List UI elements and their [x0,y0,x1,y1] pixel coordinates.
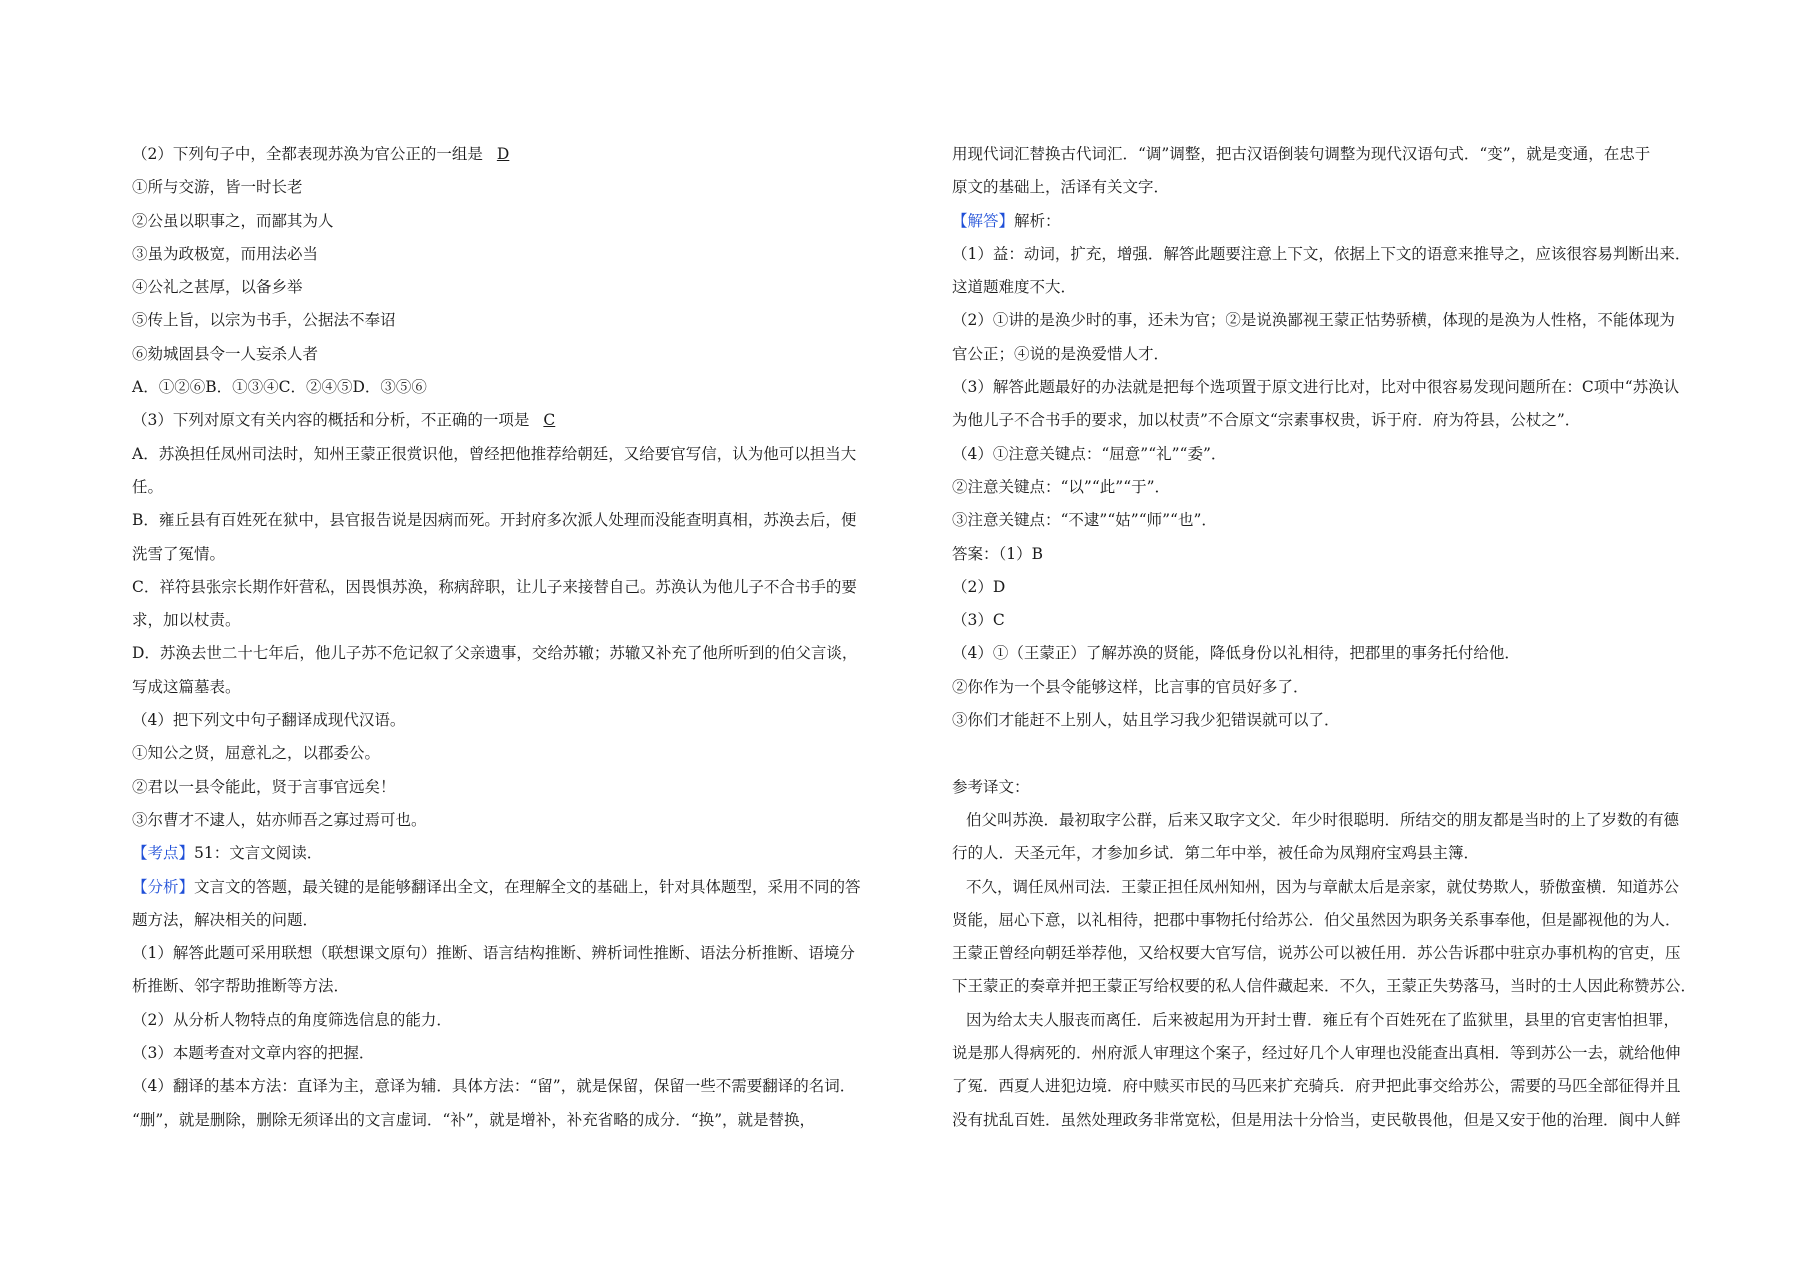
method-line: 原文的基础上，活译有关文字． [952,178,1170,197]
fenxi-line: “删”，就是删除，删除无须译出的文言虚词．“补”，就是增补，补充省略的成分．“换”，就是替换， [132,1110,816,1129]
right-column [952,138,1722,1137]
answer-line: ②你作为一个县令能够这样，比言事的官员好多了． [952,677,1309,696]
fenxi-tag: 【分析】 [132,877,195,896]
translation-line: 说是那人得病死的．州府派人审理这个案子，经过好几个人审理也没能查出真相．等到苏公一去，就给他伸 [952,1044,1681,1063]
solution-line: （3）解答此题最好的办法就是把每个选项置于原文进行比对，比对中很容易发现问题所在：C项中“苏涣认 [952,378,1680,397]
jieda-line: 【解答】解析： [952,211,1061,230]
translation-line: 因为给太夫人服丧而离任．后来被起用为开封士曹．雍丘有个百姓死在了监狱里，县里的官吏害怕担罪， [966,1010,1680,1029]
q2-item: ②公虽以职事之，而鄙其为人 [132,211,334,230]
fenxi-line: （4）翻译的基本方法：直译为主，意译为辅．具体方法：“留”，就是保留，保留一些不需要翻译的名词． [132,1077,856,1096]
q2-item: ①所与交游，皆一时长老 [132,178,303,197]
q2-item: ④公礼之甚厚，以备乡举 [132,278,303,297]
answer-line: 答案：（1）B [952,544,1044,563]
q3-stem: （3）下列对原文有关内容的概括和分析，不正确的一项是 C [132,404,902,437]
q4-item: ③尔曹才不逮人，姑亦师吾之寡过焉可也。 [132,810,427,829]
fenxi-line: 题方法，解决相关的问题． [132,910,319,929]
translation-line: 王蒙正曾经向朝廷举荐他，又给权要大官写信，说苏公可以被任用．苏公告诉郡中驻京办事机构的官吏，压 [952,944,1681,963]
solution-line: 官公正；④说的是涣爱惜人才． [952,344,1170,363]
q3-line: A．苏涣担任凤州司法时，知州王蒙正很赏识他，曾经把他推荐给朝廷，又给要官写信，认为他可以担当大 [132,444,857,463]
fenxi-line: 【分析】文言文的答题，最关键的是能够翻译出全文，在理解全文的基础上，针对具体题型，采用不同的答 [132,877,861,896]
q2-stem: （2）下列句子中，全都表现苏涣为官公正的一组是 D [132,138,902,171]
solution-line: 为他儿子不合书手的要求，加以杖责”不合原文“宗素事权贵，诉于府．府为符县，公杖之”． [952,411,1581,430]
q4-item: ①知公之贤，屈意礼之，以郡委公。 [132,744,381,763]
q3-answer: C [543,411,556,430]
answer-line: （4）①（王蒙正）了解苏涣的贤能，降低身份以礼相待，把郡里的事务托付给他． [952,644,1520,663]
q3-line: 写成这篇墓表。 [132,677,241,696]
q2-item: ③虽为政极宽，而用法必当 [132,244,319,263]
jieda-tag: 【解答】 [952,211,1015,230]
spacer [952,737,1722,770]
translation-line: 下王蒙正的奏章并把王蒙正写给权要的私人信件藏起来．不久，王蒙正失势落马，当时的士人因此称赞苏公． [952,977,1697,996]
q3-line: C．祥符县张宗长期作奸营私，因畏惧苏涣，称病辞职，让儿子来接替自己。苏涣认为他儿子不合书手的要 [132,577,857,596]
fenxi-line: （2）从分析人物特点的角度筛选信息的能力． [132,1010,452,1029]
answer-line: （3）C [952,611,1005,630]
q3-line: 求，加以杖责。 [132,611,241,630]
answer-line: （2）D [952,577,1006,596]
solution-line: （2）①讲的是涣少时的事，还未为官；②是说涣鄙视王蒙正怙势骄横，体现的是涣为人性格，不能体现为 [952,311,1675,330]
q3-line: B．雍丘县有百姓死在狱中，县官报告说是因病而死。开封府多次派人处理而没能查明真相，苏涣去后，便 [132,511,857,530]
answer-line: ③你们才能赶不上别人，姑且学习我少犯错误就可以了． [952,711,1340,730]
solution-line: ②注意关键点：“以”“此”“于”． [952,477,1171,496]
kaodian-line: 【考点】51：文言文阅读． [132,844,323,863]
translation-line: 伯父叫苏涣．最初取字公群，后来又取字文父．年少时很聪明．所结交的朋友都是当时的上了岁数的有德 [966,810,1680,829]
fenxi-line: （3）本题考查对文章内容的把握． [132,1044,375,1063]
solution-line: （4）①注意关键点：“屈意”“礼”“委”． [952,444,1227,463]
kaodian-tag: 【考点】 [132,844,195,863]
left-column [132,138,902,1137]
translation-line: 贤能，屈心下意，以礼相待，把郡中事物托付给苏公．伯父虽然因为职务关系事奉他，但是鄙视他的为人． [952,910,1681,929]
fenxi-line: （1）解答此题可采用联想（联想课文原句）推断、语言结构推断、辨析词性推断、语法分析推断、语境分 [132,944,855,963]
solution-line: ③注意关键点：“不逮”“姑”“师”“也”． [952,511,1217,530]
solution-line: 这道题难度不大． [952,278,1077,297]
solution-line: （1）益：动词，扩充，增强．解答此题要注意上下文，依据上下文的语意来推导之，应该很容易判断出来． [952,244,1691,263]
q3-line: 洗雪了冤情。 [132,544,226,563]
method-line: 用现代词汇替换古代词汇．“调”调整，把古汉语倒装句调整为现代汉语句式．“变”，就是变通，在忠于 [952,145,1651,163]
q3-line: 任。 [132,477,164,496]
q4-item: ②君以一县令能此，贤于言事官远矣！ [132,777,396,796]
q3-line: D．苏涣去世二十七年后，他儿子苏不危记叙了父亲遗事，交给苏辙；苏辙又补充了他所听到的伯父言谈， [132,644,858,663]
translation-line: 不久，调任凤州司法．王蒙正担任凤州知州，因为与章献太后是亲家，就仗势欺人，骄傲蛮横．知道苏公 [966,877,1680,896]
translation-line: 没有扰乱百姓．虽然处理政务非常宽松，但是用法十分恰当，吏民敬畏他，但是又安于他的治理．阆中人鲜 [952,1110,1681,1129]
q2-item: ⑤传上旨，以宗为书手，公据法不奉诏 [132,311,396,330]
q4-stem: （4）把下列文中句子翻译成现代汉语。 [132,711,406,730]
q2-item: ⑥劾城固县令一人妄杀人者 [132,344,319,363]
translation-line: 了冤．西夏人进犯边境．府中赎买市民的马匹来扩充骑兵．府尹把此事交给苏公，需要的马匹全部征得并且 [952,1077,1681,1096]
fenxi-line: 析推断、邻字帮助推断等方法． [132,977,350,996]
translation-line: 行的人．天圣元年，才参加乡试．第二年中举，被任命为凤翔府宝鸡县主簿． [952,844,1480,863]
reference-title: 参考译文： [952,777,1030,796]
q2-options: A．①②⑥B．①③④C．②④⑤D．③⑤⑥ [132,378,427,397]
q2-answer: D [496,145,510,163]
